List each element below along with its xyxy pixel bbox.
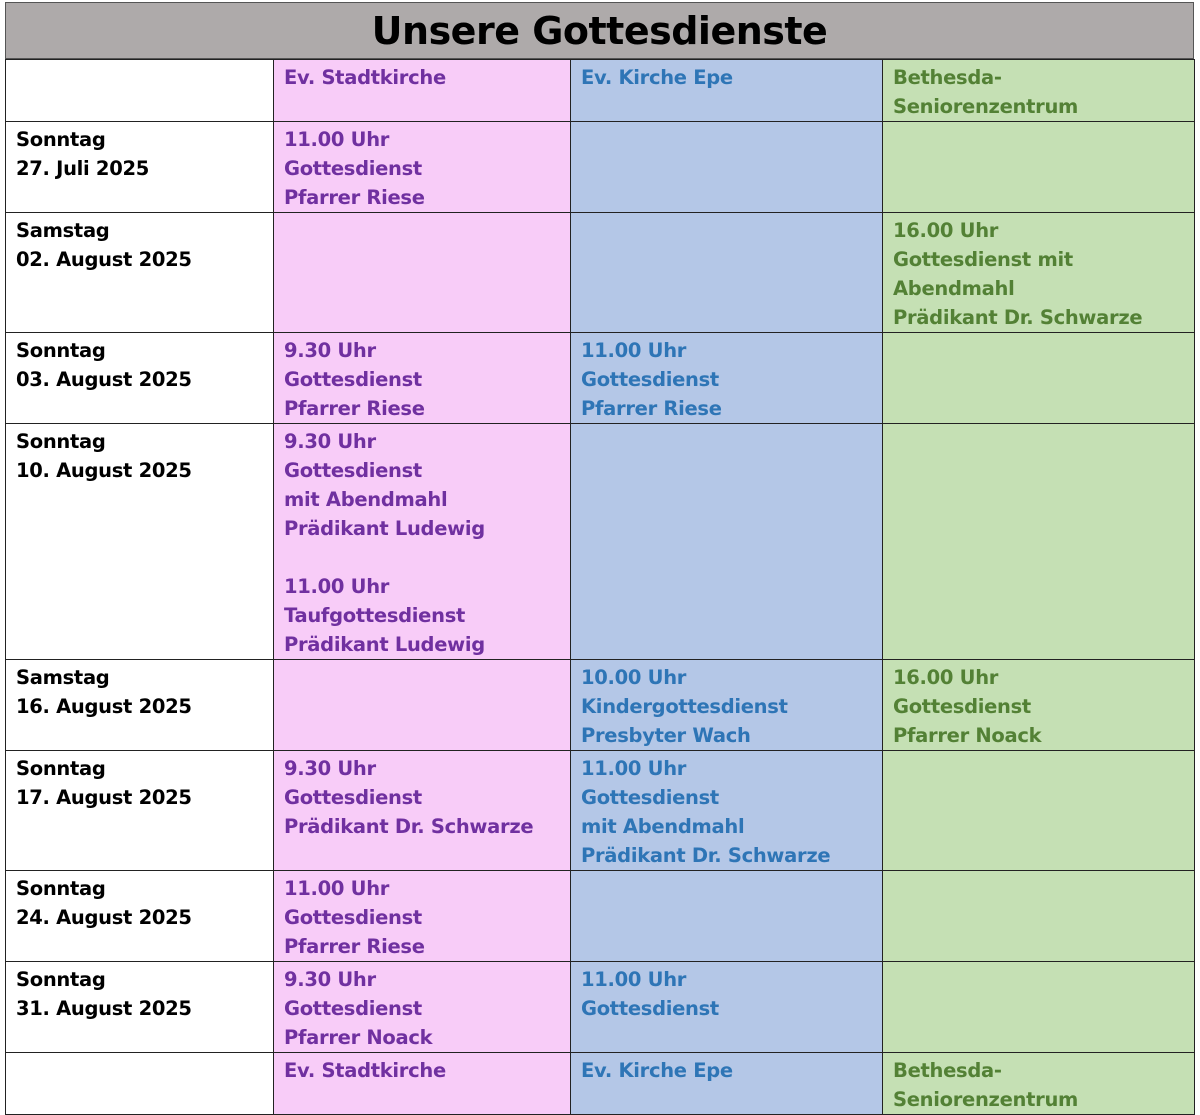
table-row (6, 871, 1195, 962)
footer-row (6, 1053, 1195, 1115)
bethesda-cell (883, 871, 1195, 962)
date-cell: Sonntag 27. Juli 2025 (6, 122, 274, 213)
stadtkirche-cell: 9.30 Uhr Gottesdienst Prädikant Dr. Schwarze (274, 751, 571, 871)
table-row (6, 962, 1195, 1053)
epe-cell: 11.00 Uhr Gottesdienst Pfarrer Riese (571, 333, 883, 424)
date-cell: Sonntag 03. August 2025 (6, 333, 274, 424)
footer-date-cell (6, 1053, 274, 1115)
epe-cell (571, 424, 883, 660)
date-cell: Sonntag 31. August 2025 (6, 962, 274, 1053)
bethesda-cell (883, 962, 1195, 1053)
header-stadtkirche: Ev. Stadtkirche (274, 60, 571, 122)
header-date-cell (6, 60, 274, 122)
header-bethesda: Bethesda- Seniorenzentrum (883, 60, 1195, 122)
bethesda-cell: 16.00 Uhr Gottesdienst Pfarrer Noack (883, 660, 1195, 751)
bethesda-cell: 16.00 Uhr Gottesdienst mit Abendmahl Prädikant Dr. Schwarze (883, 213, 1195, 333)
table-row (6, 424, 1195, 660)
bethesda-cell (883, 751, 1195, 871)
header-kirche-epe: Ev. Kirche Epe (571, 60, 883, 122)
page-title: Unsere Gottesdienste (5, 2, 1194, 59)
epe-cell: 11.00 Uhr Gottesdienst (571, 962, 883, 1053)
stadtkirche-cell: 11.00 Uhr Gottesdienst Pfarrer Riese (274, 122, 571, 213)
bethesda-cell (883, 424, 1195, 660)
table-row (6, 751, 1195, 871)
date-cell: Samstag 16. August 2025 (6, 660, 274, 751)
epe-cell (571, 122, 883, 213)
table-row (6, 333, 1195, 424)
table-row (6, 213, 1195, 333)
bethesda-cell (883, 122, 1195, 213)
table-row (6, 660, 1195, 751)
header-row (6, 60, 1195, 122)
stadtkirche-cell (274, 213, 571, 333)
date-cell: Sonntag 24. August 2025 (6, 871, 274, 962)
stadtkirche-cell: 11.00 Uhr Gottesdienst Pfarrer Riese (274, 871, 571, 962)
footer-kirche-epe: Ev. Kirche Epe (571, 1053, 883, 1115)
stadtkirche-cell: 9.30 Uhr Gottesdienst Pfarrer Riese (274, 333, 571, 424)
table-row (6, 122, 1195, 213)
stadtkirche-cell: 9.30 Uhr Gottesdienst Pfarrer Noack (274, 962, 571, 1053)
bethesda-cell (883, 333, 1195, 424)
date-cell: Samstag 02. August 2025 (6, 213, 274, 333)
epe-cell: 10.00 Uhr Kindergottesdienst Presbyter Wach (571, 660, 883, 751)
date-cell: Sonntag 17. August 2025 (6, 751, 274, 871)
stadtkirche-cell: 9.30 Uhr Gottesdienst mit Abendmahl Prädikant Ludewig 11.00 Uhr Taufgottesdienst Prädikant Ludewig (274, 424, 571, 660)
service-schedule-table (5, 59, 1195, 1115)
stadtkirche-cell (274, 660, 571, 751)
date-cell: Sonntag 10. August 2025 (6, 424, 274, 660)
footer-bethesda: Bethesda- Seniorenzentrum (883, 1053, 1195, 1115)
epe-cell (571, 213, 883, 333)
epe-cell (571, 871, 883, 962)
footer-stadtkirche: Ev. Stadtkirche (274, 1053, 571, 1115)
epe-cell: 11.00 Uhr Gottesdienst mit Abendmahl Prädikant Dr. Schwarze (571, 751, 883, 871)
